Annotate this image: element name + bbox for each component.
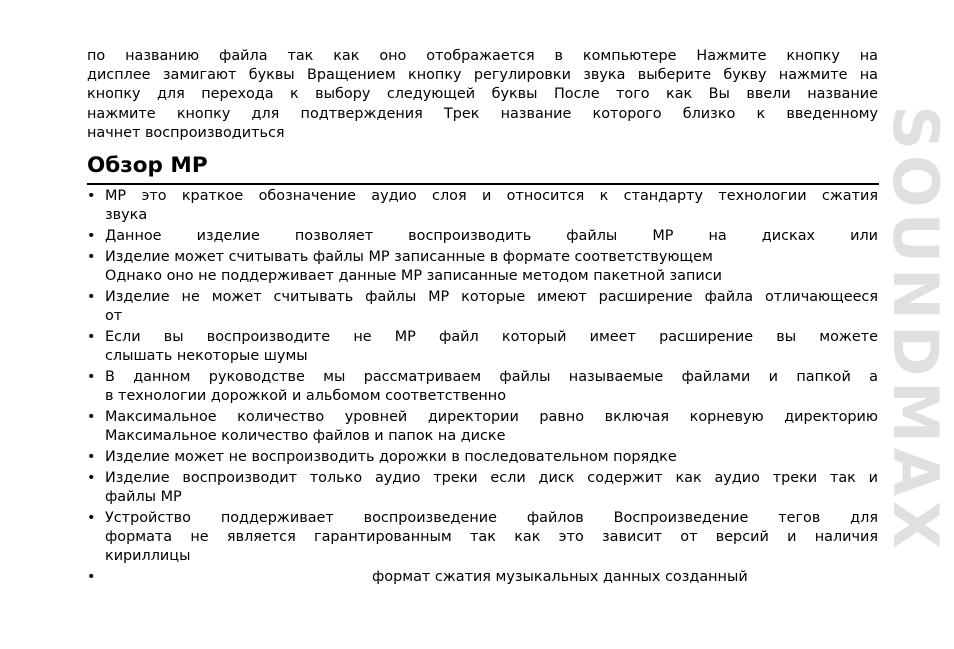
intro-line: по названию файла так как оно отображается в компьютере Нажмите кнопку на <box>87 48 878 64</box>
list-item-line: Изделие может не воспроизводить дорожки в последовательном порядке <box>105 448 677 465</box>
bullet-marker: • <box>87 408 96 425</box>
bullet-marker: • <box>87 248 96 265</box>
section-heading: Обзор MP <box>87 153 208 178</box>
list-item-line: В данном руководстве мы рассматриваем файлы называемые файлами и папкой а <box>105 368 878 385</box>
list-item-line: звука <box>105 207 148 224</box>
bullet-marker: • <box>87 328 96 345</box>
intro-paragraph <box>87 47 878 143</box>
list-item-line: файлы MP <box>105 488 182 505</box>
list-item-line: Если вы воспроизводите не MP файл который имеет расширение вы можете <box>105 328 878 345</box>
list-item <box>87 448 878 467</box>
intro-line: кнопку для перехода к выбору следующей буквы После того как Вы ввели название <box>87 86 878 103</box>
brand-logo: SOUNDMAX <box>878 104 952 554</box>
list-item-line: Изделие воспроизводит только аудио треки если диск содержит как аудио треки так и <box>105 469 878 486</box>
list-item-line: кириллицы <box>105 548 191 564</box>
bullet-marker: • <box>87 288 96 305</box>
bullet-marker: • <box>87 368 96 385</box>
list-item <box>87 469 878 507</box>
list-item-line: формат сжатия музыкальных данных созданный <box>372 568 748 585</box>
intro-line: дисплее замигают буквы Вращением кнопку регулировки звука выберите букву нажмите на <box>87 67 878 84</box>
list-item <box>87 328 878 366</box>
list-item-line: Устройство поддерживает воспроизведение файлов Воспроизведение тегов для <box>105 509 878 526</box>
bullet-marker: • <box>87 509 96 526</box>
bullet-marker: • <box>87 568 96 585</box>
list-item-line: Однако оно не поддерживает данные MP записанные методом пакетной записи <box>105 268 723 284</box>
list-item-line: от <box>105 308 123 324</box>
list-item <box>87 368 878 406</box>
list-item <box>87 408 878 446</box>
bullet-marker: • <box>87 469 96 486</box>
list-item-line: Максимальное количество уровней директории равно включая корневую директорию <box>105 408 878 425</box>
brand-watermark <box>878 58 952 600</box>
bullet-marker: • <box>87 228 96 244</box>
intro-line: начнет воспроизводиться <box>87 124 285 141</box>
bullet-list <box>87 187 878 589</box>
list-item <box>87 509 878 567</box>
list-item-line: Изделие не может считывать файлы MP которые имеют расширение файла отличающееся <box>105 288 878 305</box>
list-item-line: в технологии дорожкой и альбомом соответственно <box>105 388 507 404</box>
list-item-line: Максимальное количество файлов и папок на диске <box>105 428 506 444</box>
list-item-line: Данное изделие позволяет воспроизводить файлы MP на дисках или <box>105 228 878 244</box>
bullet-marker: • <box>87 448 96 465</box>
list-item-line: MP это краткое обозначение аудио слоя и относится к стандарту технологии сжатия <box>105 188 878 204</box>
list-item <box>87 248 878 286</box>
heading-underline <box>87 183 879 185</box>
list-item-line: слышать некоторые шумы <box>105 348 308 364</box>
list-item <box>87 227 878 246</box>
intro-line: нажмите кнопку для подтверждения Трек название которого близко к введенному <box>87 105 878 122</box>
list-item <box>87 568 878 587</box>
list-item <box>87 288 878 326</box>
list-item <box>87 187 878 225</box>
bullet-marker: • <box>87 188 96 204</box>
list-item-line: формата не является гарантированным так как это зависит от версий и наличия <box>105 528 878 545</box>
list-item-line: Изделие может считывать файлы MP записанные в формате соответствующем <box>105 248 713 265</box>
